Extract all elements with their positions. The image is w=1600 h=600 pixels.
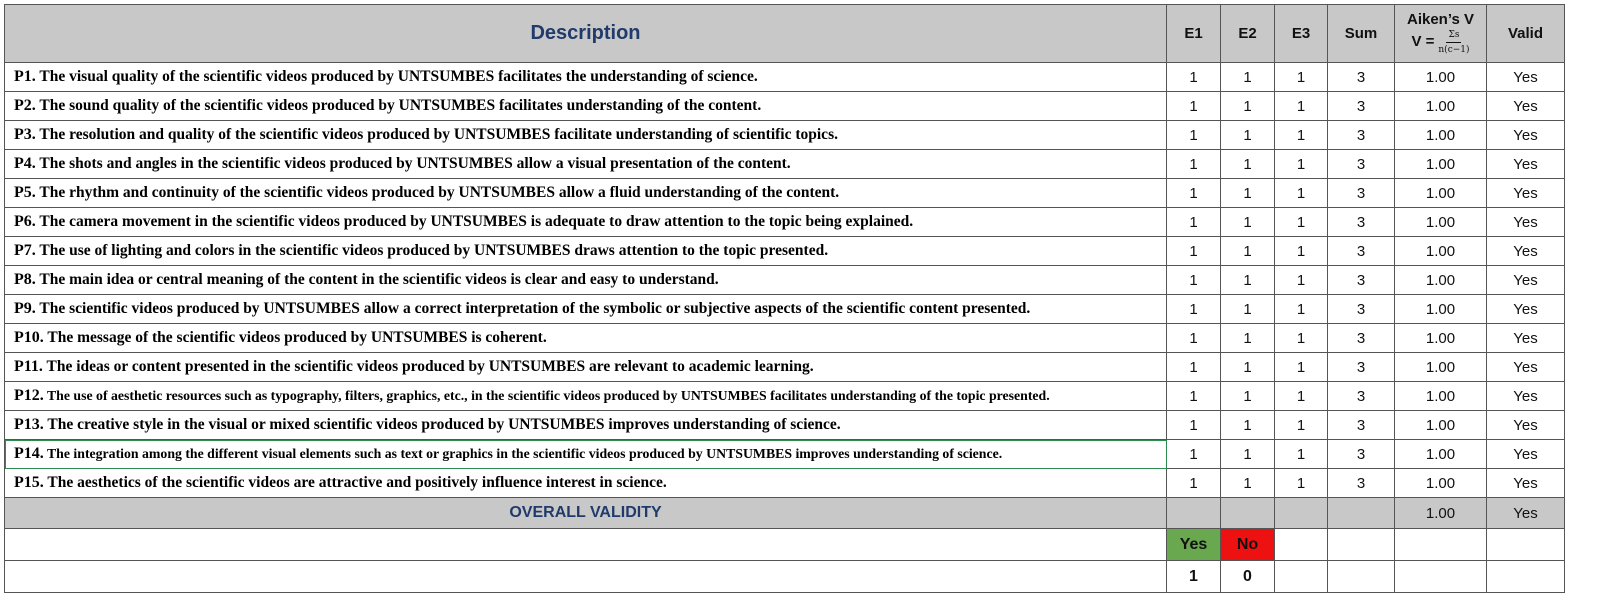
- item-text: The aesthetics of the scientific videos are attractive and positively influence interest in science.: [47, 474, 667, 491]
- aiken-validity-table: [4, 4, 1565, 593]
- cell-sum: 3: [1328, 440, 1395, 469]
- table-row: [5, 92, 1565, 121]
- cell-valid: Yes: [1487, 440, 1565, 469]
- cell-e3: 1: [1275, 179, 1328, 208]
- item-number: P6.: [14, 213, 36, 230]
- cell-valid: Yes: [1487, 324, 1565, 353]
- item-text: The camera movement in the scientific videos produced by UNTSUMBES is adequate to draw attention to the topic being explained.: [39, 213, 914, 230]
- cell-e2: 1: [1221, 179, 1275, 208]
- cell-e2: 1: [1221, 150, 1275, 179]
- tally-empty-cell: [1487, 529, 1565, 561]
- header-row: [5, 5, 1565, 63]
- item-description: [5, 121, 1167, 150]
- cell-sum: 3: [1328, 92, 1395, 121]
- cell-e3: 1: [1275, 440, 1328, 469]
- cell-e3: 1: [1275, 295, 1328, 324]
- cell-e3: 1: [1275, 469, 1328, 498]
- item-description: [5, 440, 1167, 469]
- cell-e3: 1: [1275, 63, 1328, 92]
- tally-empty-cell: [1395, 561, 1487, 593]
- cell-e2: 1: [1221, 382, 1275, 411]
- cell-e1: 1: [1167, 411, 1221, 440]
- tally-empty-cell: [1328, 529, 1395, 561]
- cell-e3: 1: [1275, 353, 1328, 382]
- cell-e1: 1: [1167, 237, 1221, 266]
- cell-e1: 1: [1167, 208, 1221, 237]
- header-e1: E1: [1167, 5, 1221, 63]
- table-row: [5, 411, 1565, 440]
- item-description: [5, 150, 1167, 179]
- cell-e3: 1: [1275, 121, 1328, 150]
- item-text: The rhythm and continuity of the scientific videos produced by UNTSUMBES allow a fluid understanding of the content.: [39, 184, 840, 201]
- header-e2: E2: [1221, 5, 1275, 63]
- cell-e1: 1: [1167, 266, 1221, 295]
- tally-empty-cell: [1275, 561, 1328, 593]
- cell-valid: Yes: [1487, 92, 1565, 121]
- aiken-title: Aiken’s V: [1407, 10, 1474, 28]
- cell-e2: 1: [1221, 121, 1275, 150]
- cell-sum: 3: [1328, 324, 1395, 353]
- cell-e1: 1: [1167, 121, 1221, 150]
- cell-e2: 1: [1221, 440, 1275, 469]
- cell-sum: 3: [1328, 150, 1395, 179]
- item-number: P2.: [14, 97, 36, 114]
- cell-e2: 1: [1221, 469, 1275, 498]
- cell-sum: 3: [1328, 63, 1395, 92]
- table-row: [5, 382, 1565, 411]
- cell-e2: 1: [1221, 295, 1275, 324]
- tally-no-count: 0: [1221, 561, 1275, 593]
- cell-v: 1.00: [1395, 411, 1487, 440]
- item-number: P11.: [14, 358, 43, 375]
- cell-v: 1.00: [1395, 63, 1487, 92]
- tally-empty-cell: [1395, 529, 1487, 561]
- cell-e3: 1: [1275, 237, 1328, 266]
- cell-valid: Yes: [1487, 63, 1565, 92]
- item-number: P12.: [14, 387, 44, 404]
- cell-e1: 1: [1167, 440, 1221, 469]
- cell-e1: 1: [1167, 295, 1221, 324]
- item-number: P15.: [14, 474, 44, 491]
- cell-sum: 3: [1328, 469, 1395, 498]
- cell-v: 1.00: [1395, 266, 1487, 295]
- cell-sum: 3: [1328, 237, 1395, 266]
- cell-e3: 1: [1275, 92, 1328, 121]
- overall-empty-cell: [1221, 498, 1275, 529]
- item-text: The creative style in the visual or mixed scientific videos produced by UNTSUMBES improves understanding of science.: [47, 416, 841, 433]
- item-text: The ideas or content presented in the scientific videos produced by UNTSUMBES are relevant to academic learning.: [46, 358, 814, 375]
- table-row: [5, 295, 1565, 324]
- cell-e1: 1: [1167, 63, 1221, 92]
- aiken-formula-denominator: n(c−1): [1438, 44, 1470, 55]
- item-description: [5, 382, 1167, 411]
- cell-valid: Yes: [1487, 237, 1565, 266]
- header-sum: Sum: [1328, 5, 1395, 63]
- cell-e1: 1: [1167, 92, 1221, 121]
- cell-e2: 1: [1221, 63, 1275, 92]
- item-description: [5, 208, 1167, 237]
- tally-empty-cell: [1275, 529, 1328, 561]
- cell-v: 1.00: [1395, 324, 1487, 353]
- header-e3: E3: [1275, 5, 1328, 63]
- cell-valid: Yes: [1487, 179, 1565, 208]
- validity-table-container: [4, 4, 1565, 593]
- overall-validity-label: OVERALL VALIDITY: [5, 498, 1167, 529]
- cell-e3: 1: [1275, 266, 1328, 295]
- item-text: The use of aesthetic resources such as typography, filters, graphics, etc., in the scientific videos produced by UNTSUMBES facilitates understanding of the topic presented.: [46, 388, 1050, 403]
- aiken-formula-lhs: V =: [1411, 33, 1435, 50]
- cell-sum: 3: [1328, 266, 1395, 295]
- cell-v: 1.00: [1395, 179, 1487, 208]
- header-valid: Valid: [1487, 5, 1565, 63]
- item-description: [5, 353, 1167, 382]
- overall-valid: Yes: [1487, 498, 1565, 529]
- item-text: The use of lighting and colors in the scientific videos produced by UNTSUMBES draws attention to the topic presented.: [39, 242, 829, 259]
- header-aiken-v: [1395, 5, 1487, 63]
- tally-empty-cell: [1328, 561, 1395, 593]
- item-text: The shots and angles in the scientific videos produced by UNTSUMBES allow a visual presentation of the content.: [39, 155, 791, 172]
- item-number: P4.: [14, 155, 36, 172]
- cell-v: 1.00: [1395, 237, 1487, 266]
- overall-empty-cell: [1328, 498, 1395, 529]
- cell-v: 1.00: [1395, 353, 1487, 382]
- item-description: [5, 324, 1167, 353]
- item-description: [5, 469, 1167, 498]
- cell-sum: 3: [1328, 382, 1395, 411]
- table-row: [5, 121, 1565, 150]
- tally-empty-cell: [1487, 561, 1565, 593]
- cell-e3: 1: [1275, 382, 1328, 411]
- item-text: The message of the scientific videos produced by UNTSUMBES is coherent.: [47, 329, 547, 346]
- tally-label-row: [5, 529, 1565, 561]
- item-description: [5, 63, 1167, 92]
- item-description: [5, 92, 1167, 121]
- item-text: The main idea or central meaning of the content in the scientific videos is clear and easy to understand.: [39, 271, 719, 288]
- item-number: P5.: [14, 184, 36, 201]
- cell-sum: 3: [1328, 121, 1395, 150]
- cell-e3: 1: [1275, 411, 1328, 440]
- cell-sum: 3: [1328, 353, 1395, 382]
- cell-valid: Yes: [1487, 208, 1565, 237]
- tally-count-row: [5, 561, 1565, 593]
- cell-v: 1.00: [1395, 295, 1487, 324]
- item-description: [5, 266, 1167, 295]
- cell-e2: 1: [1221, 208, 1275, 237]
- item-description: [5, 237, 1167, 266]
- overall-validity-row: [5, 498, 1565, 529]
- cell-v: 1.00: [1395, 150, 1487, 179]
- cell-v: 1.00: [1395, 208, 1487, 237]
- cell-valid: Yes: [1487, 295, 1565, 324]
- cell-e1: 1: [1167, 150, 1221, 179]
- cell-e2: 1: [1221, 266, 1275, 295]
- cell-e3: 1: [1275, 150, 1328, 179]
- item-rows: [5, 63, 1565, 498]
- item-description: [5, 295, 1167, 324]
- overall-empty-cell: [1275, 498, 1328, 529]
- cell-sum: 3: [1328, 208, 1395, 237]
- header-description: Description: [5, 5, 1167, 63]
- cell-e3: 1: [1275, 208, 1328, 237]
- cell-e2: 1: [1221, 411, 1275, 440]
- item-text: The resolution and quality of the scientific videos produced by UNTSUMBES facilitate understanding of scientific topics.: [39, 126, 838, 143]
- cell-e1: 1: [1167, 179, 1221, 208]
- cell-sum: 3: [1328, 179, 1395, 208]
- table-row: [5, 63, 1565, 92]
- cell-e1: 1: [1167, 353, 1221, 382]
- cell-e1: 1: [1167, 382, 1221, 411]
- cell-e2: 1: [1221, 353, 1275, 382]
- cell-valid: Yes: [1487, 121, 1565, 150]
- table-row: [5, 179, 1565, 208]
- item-number: P9.: [14, 300, 36, 317]
- cell-valid: Yes: [1487, 150, 1565, 179]
- cell-v: 1.00: [1395, 121, 1487, 150]
- cell-valid: Yes: [1487, 411, 1565, 440]
- item-text: The integration among the different visual elements such as text or graphics in the scientific videos produced by UNTSUMBES improves understanding of science.: [46, 446, 1003, 461]
- item-number: P3.: [14, 126, 36, 143]
- item-text: The visual quality of the scientific videos produced by UNTSUMBES facilitates the understanding of science.: [39, 68, 758, 85]
- table-row: [5, 208, 1565, 237]
- cell-v: 1.00: [1395, 92, 1487, 121]
- cell-e1: 1: [1167, 469, 1221, 498]
- item-text: The sound quality of the scientific videos produced by UNTSUMBES facilitates understanding of the content.: [39, 97, 762, 114]
- cell-e2: 1: [1221, 324, 1275, 353]
- item-number: P1.: [14, 68, 36, 85]
- item-number: P8.: [14, 271, 36, 288]
- table-row: [5, 150, 1565, 179]
- overall-empty-cell: [1167, 498, 1221, 529]
- cell-sum: 3: [1328, 295, 1395, 324]
- item-number: P13.: [14, 416, 44, 433]
- item-number: P7.: [14, 242, 36, 259]
- table-row: [5, 440, 1565, 469]
- tally-empty-cell: [5, 529, 1167, 561]
- item-description: [5, 179, 1167, 208]
- aiken-formula-fraction: [1438, 28, 1469, 57]
- table-row: [5, 324, 1565, 353]
- cell-sum: 3: [1328, 411, 1395, 440]
- item-text: The scientific videos produced by UNTSUMBES allow a correct interpretation of the symbolic or subjective aspects of the scientific content presented.: [39, 300, 1031, 317]
- aiken-formula: [1411, 28, 1469, 57]
- cell-valid: Yes: [1487, 353, 1565, 382]
- cell-e3: 1: [1275, 324, 1328, 353]
- tally-empty-cell: [5, 561, 1167, 593]
- aiken-formula-numerator: Σs: [1446, 28, 1461, 43]
- cell-valid: Yes: [1487, 382, 1565, 411]
- cell-valid: Yes: [1487, 266, 1565, 295]
- cell-v: 1.00: [1395, 382, 1487, 411]
- item-number: P14.: [14, 445, 44, 462]
- item-number: P10.: [14, 329, 44, 346]
- table-row: [5, 353, 1565, 382]
- tally-yes-count: 1: [1167, 561, 1221, 593]
- cell-e2: 1: [1221, 92, 1275, 121]
- table-row: [5, 469, 1565, 498]
- cell-valid: Yes: [1487, 469, 1565, 498]
- table-row: [5, 266, 1565, 295]
- cell-v: 1.00: [1395, 440, 1487, 469]
- tally-yes-label: Yes: [1167, 529, 1221, 561]
- overall-aiken-v: 1.00: [1395, 498, 1487, 529]
- tally-no-label: No: [1221, 529, 1275, 561]
- table-row: [5, 237, 1565, 266]
- cell-v: 1.00: [1395, 469, 1487, 498]
- cell-e2: 1: [1221, 237, 1275, 266]
- cell-e1: 1: [1167, 324, 1221, 353]
- item-description: [5, 411, 1167, 440]
